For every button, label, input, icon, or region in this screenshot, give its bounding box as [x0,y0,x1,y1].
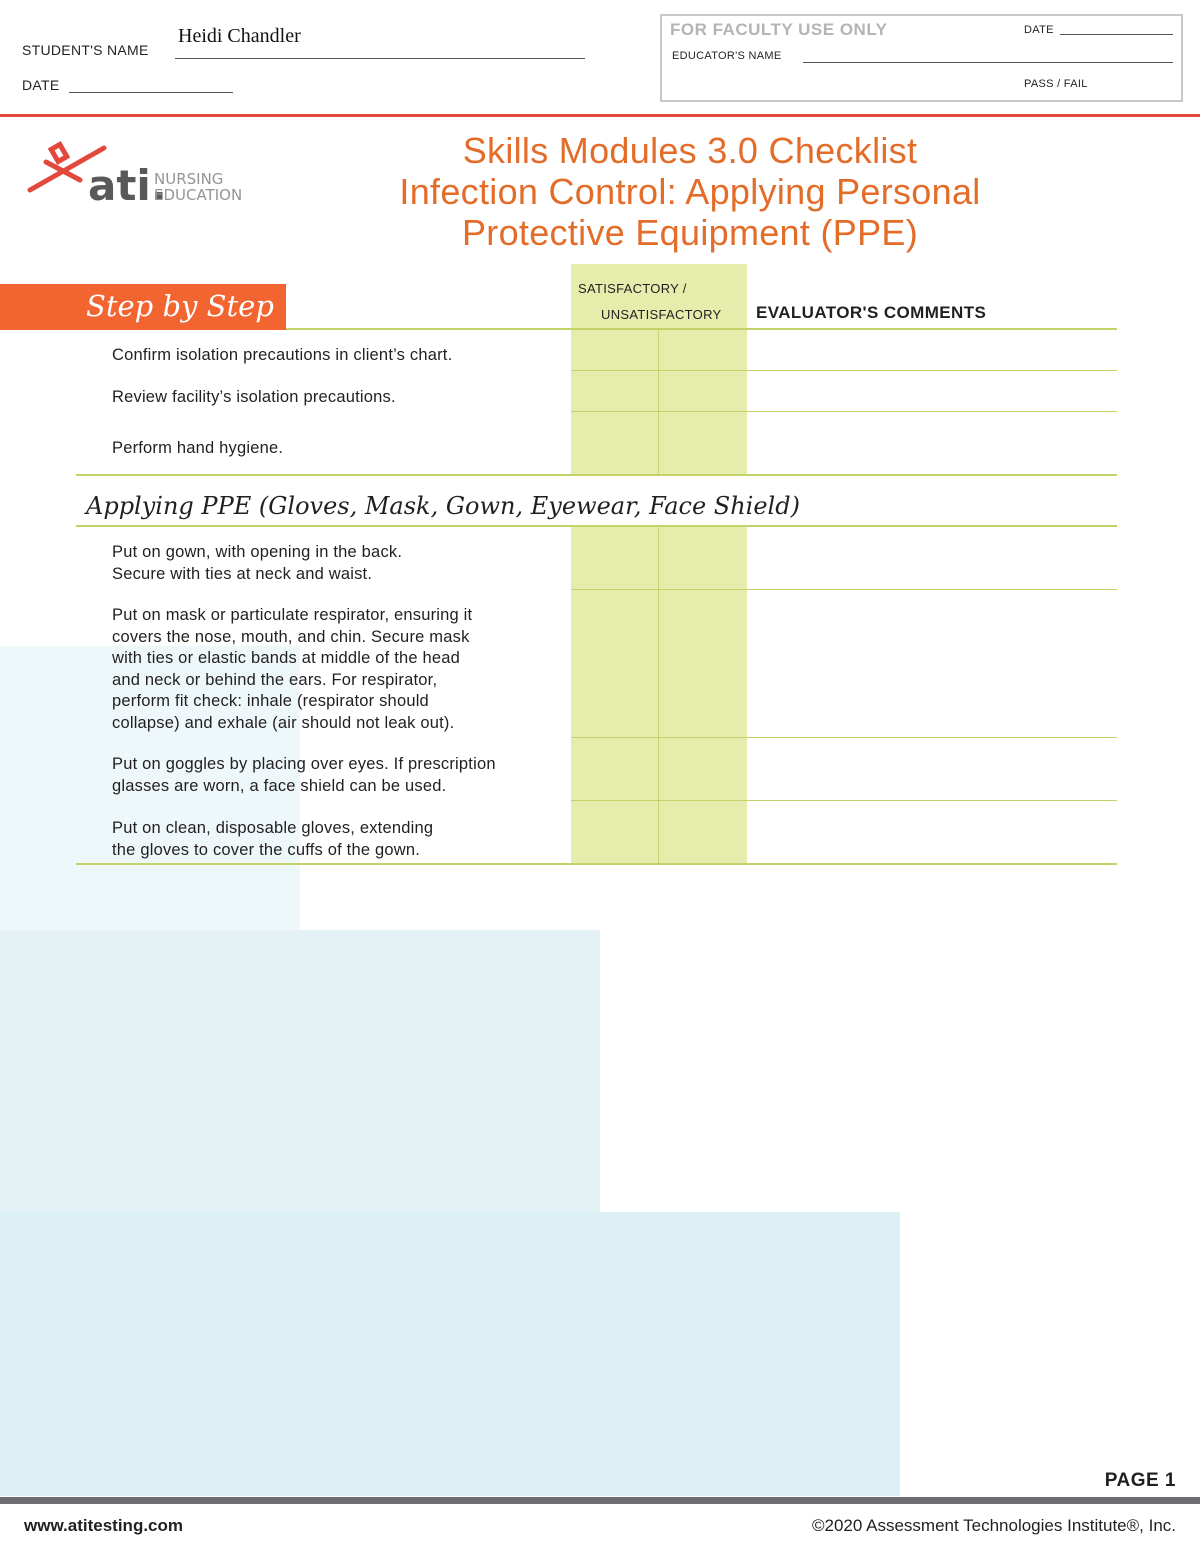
faculty-box-title: FOR FACULTY USE ONLY [670,20,888,39]
table-rule [76,863,1117,865]
faculty-use-box [660,14,1183,102]
background-block [0,1212,900,1496]
date-label: DATE [22,77,60,93]
page-subtitle-line2: Protective Equipment (PPE) [462,212,918,253]
copyright-text: ©2020 Assessment Technologies Institute®, Inc. [812,1516,1176,1535]
section-heading: Step by Step [86,289,274,323]
table-rule [286,328,1117,330]
table-rule [571,370,1117,371]
checklist-step: Put on mask or particulate respirator, ensuring it covers the nose, mouth, and chin. Secure mask with ties or elastic bands at middle of the head and neck or behind the ears. For respirator, perform fit check: inhale (respirator should collapse) and exhale (air should not leak out). [112,606,473,732]
ati-logo-mark-icon [26,140,256,210]
faculty-date-label: DATE [1024,24,1054,36]
table-rule [571,737,1117,738]
checklist-step: Perform hand hygiene. [112,439,284,457]
column-header-satisfactory: SATISFACTORY / [578,281,687,296]
student-name-field[interactable] [175,58,585,59]
table-rule [76,474,1117,476]
student-name-label: STUDENT'S NAME [22,42,149,58]
table-rule [571,589,1117,590]
checklist-step: Put on clean, disposable gloves, extending the gloves to cover the cuffs of the gown. [112,819,434,859]
logo-brand-text: ati. [88,161,167,210]
educator-name-label: EDUCATOR'S NAME [672,50,782,62]
date-field[interactable] [69,92,233,93]
page-number: PAGE 1 [1104,1470,1176,1491]
column-divider [658,330,659,474]
column-header-comments: EVALUATOR'S COMMENTS [756,303,987,322]
checklist-step: Put on gown, with opening in the back. Secure with ties at neck and waist. [112,543,403,583]
column-divider [658,526,659,864]
section-heading: Applying PPE (Gloves, Mask, Gown, Eyewear, Face Shield) [86,492,800,520]
logo-line2-text: EDUCATION [154,186,243,204]
column-header-unsatisfactory: UNSATISFACTORY [601,307,722,322]
table-rule [571,411,1117,412]
website-link[interactable]: www.atitesting.com [24,1516,184,1535]
ati-logo [26,140,256,210]
table-rule [76,525,1117,527]
pass-fail-label: PASS / FAIL [1024,78,1088,90]
checklist-step: Confirm isolation precautions in client’s chart. [112,346,453,364]
satisfactory-column [571,526,747,864]
student-name-value: Heidi Chandler [178,25,301,47]
page-title: Skills Modules 3.0 Checklist [462,130,918,171]
header-divider [0,114,1200,117]
logo-line1-text: NURSING [154,170,224,188]
page-subtitle-line1: Infection Control: Applying Personal [399,171,981,212]
footer-divider [0,1497,1200,1504]
step-by-step-tab [0,284,286,330]
checklist-step: Put on goggles by placing over eyes. If prescription glasses are worn, a face shield can be used. [112,755,496,795]
table-rule [571,800,1117,801]
educator-name-field[interactable] [803,62,1173,63]
faculty-date-field[interactable] [1060,34,1173,35]
checklist-step: Review facility’s isolation precautions. [112,388,396,406]
